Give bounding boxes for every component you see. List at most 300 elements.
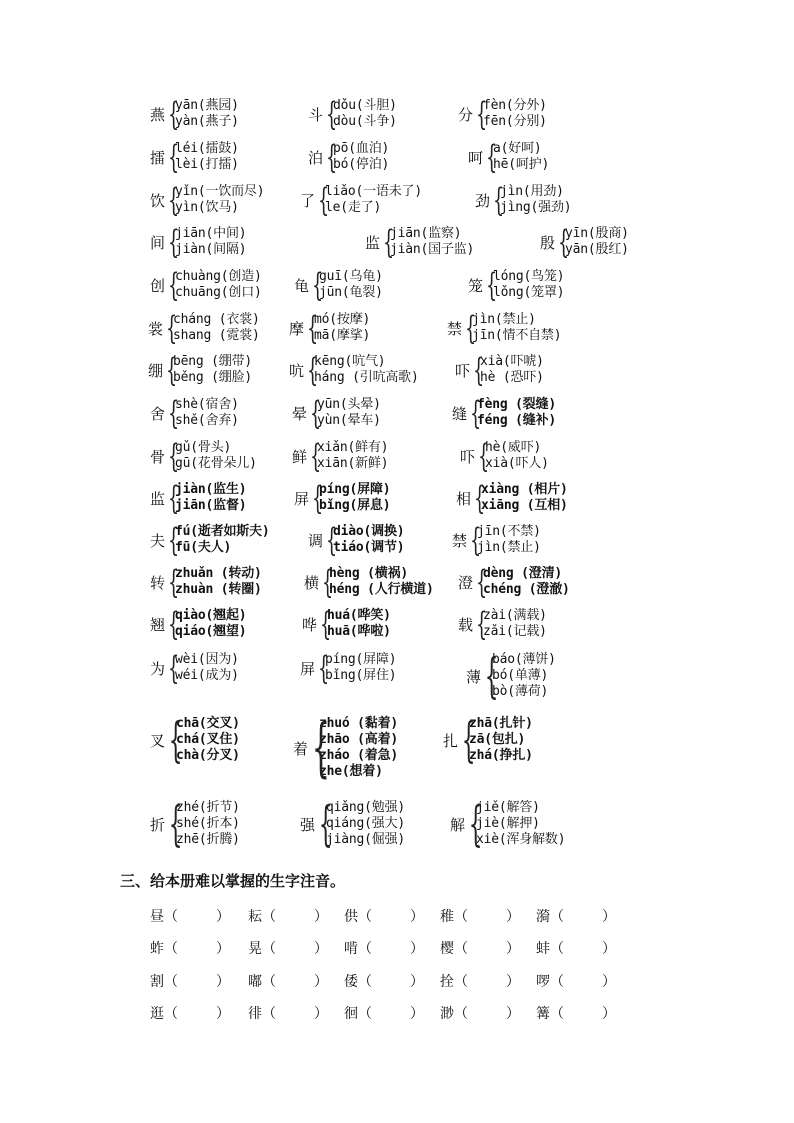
reading-group (176, 800, 240, 848)
brace-glyph: { (326, 521, 338, 559)
brace-glyph: { (166, 309, 178, 347)
brace-glyph: { (168, 223, 180, 261)
paren-close: ） (314, 941, 328, 957)
target-char: 拴 (440, 974, 454, 990)
paren-close: ） (602, 974, 616, 990)
polyphone-entry (300, 796, 406, 852)
brace-glyph: { (470, 521, 482, 559)
brace-glyph: { (461, 712, 476, 768)
brace-glyph: { (322, 563, 334, 601)
target-char: 渺 (440, 1006, 454, 1022)
pinyin-blank-item (248, 1003, 328, 1023)
pinyin-reading: jūn(龟裂) (319, 285, 383, 300)
polyphone-char: 创 (150, 276, 166, 295)
brace-glyph: { (168, 138, 180, 176)
paren-open: （ (358, 909, 372, 925)
paren-open: （ (550, 1006, 564, 1022)
paren-open: （ (164, 941, 178, 957)
polyphone-char: 扎 (443, 731, 459, 750)
target-char: 啃 (344, 941, 358, 957)
pinyin-reading: xiǎn(鲜有) (317, 440, 389, 455)
polyphone-entry (450, 796, 566, 852)
polyphone-char: 龟 (294, 276, 310, 295)
target-char: 樱 (440, 941, 454, 957)
brace-glyph: { (166, 351, 178, 389)
paren-open: （ (358, 1006, 372, 1022)
target-char: 晃 (248, 941, 262, 957)
pinyin-reading: zǎi(记载) (483, 624, 547, 639)
polyphone-entry (468, 138, 550, 176)
brace-glyph: { (310, 437, 322, 475)
reading-group (493, 269, 564, 301)
reading-group (333, 141, 389, 173)
paren-close: ） (314, 909, 328, 925)
brace-glyph: { (493, 181, 505, 219)
reading-group (175, 184, 264, 216)
reading-group (319, 716, 398, 780)
polyphone-char: 薄 (466, 667, 482, 686)
polyphone-char: 了 (300, 191, 316, 210)
pinyin-blank-item (440, 938, 520, 958)
reading-group (500, 184, 571, 216)
pinyin-reading: zhāo (高着) (319, 732, 399, 747)
polyphone-entry (150, 479, 247, 517)
polyphone-entry (150, 437, 257, 475)
fill-row (0, 906, 794, 926)
polyphone-entry (300, 181, 422, 219)
polyphone-entry (540, 223, 629, 261)
brace-glyph: { (326, 138, 338, 176)
pinyin-blank-item (344, 906, 424, 926)
polyphone-char: 相 (456, 489, 472, 508)
reading-group (175, 482, 246, 514)
polyphone-char: 绷 (148, 361, 164, 380)
paren-open: （ (454, 909, 468, 925)
pinyin-reading: bēng (绷带) (173, 354, 253, 369)
paren-open: （ (358, 974, 372, 990)
pinyin-blank-item (440, 971, 520, 991)
brace-glyph: { (168, 521, 180, 559)
pinyin-reading: tiáo(调节) (333, 540, 405, 555)
polyphone-entry (150, 266, 262, 304)
polyphone-entry (150, 138, 239, 176)
polyphone-char: 折 (150, 815, 166, 834)
pinyin-reading: shang (霓裳) (173, 328, 260, 343)
pinyin-reading: chéng (澄澈) (483, 582, 570, 597)
target-char: 嘟 (248, 974, 262, 990)
paren-close: ） (602, 941, 616, 957)
reading-group (173, 312, 260, 344)
pinyin-reading: jìn(禁止) (472, 312, 536, 327)
pinyin-reading: shě(舍弃) (175, 413, 239, 428)
pinyin-blank-item (536, 1003, 616, 1023)
pinyin-reading: kēng(吭气) (314, 354, 386, 369)
brace-glyph: { (168, 437, 180, 475)
target-char: 割 (150, 974, 164, 990)
pinyin-reading: yìn(饮马) (175, 200, 239, 215)
pinyin-reading: le(走了) (325, 200, 382, 215)
target-char: 徘 (248, 1006, 262, 1022)
pinyin-reading: qiào(翘起) (175, 608, 247, 623)
polyphone-char: 泊 (308, 148, 324, 167)
polyphone-entry (302, 605, 391, 643)
pinyin-reading: zhē(折腾) (176, 832, 240, 847)
pinyin-reading: bò(薄荷) (492, 684, 549, 699)
paren-close: ） (410, 909, 424, 925)
brace-glyph: { (326, 95, 338, 133)
paren-close: ） (314, 1006, 328, 1022)
pinyin-reading: mó(按摩) (314, 312, 371, 327)
polyphone-entry (308, 521, 405, 559)
polyphone-char: 哗 (302, 615, 318, 634)
paren-open: （ (164, 974, 178, 990)
polyphone-char: 吭 (289, 361, 305, 380)
brace-glyph: { (168, 649, 180, 687)
pinyin-blank-item (150, 971, 230, 991)
pinyin-reading: zháo (着急) (319, 748, 399, 763)
brace-glyph: { (318, 181, 330, 219)
pinyin-reading: qiáo(翘望) (175, 624, 247, 639)
pinyin-reading: chuāng(创口) (175, 285, 262, 300)
reading-group (477, 397, 556, 429)
polyphone-char: 分 (458, 105, 474, 124)
brace-glyph: { (168, 479, 180, 517)
fill-row (0, 1003, 794, 1023)
pinyin-reading: jìn(用劲) (500, 184, 564, 199)
pinyin-reading: xià(吓唬) (480, 354, 544, 369)
pinyin-reading: qiǎng(勉强) (326, 800, 406, 815)
pinyin-reading: yān(殷红) (565, 242, 629, 257)
pinyin-blank-item (536, 938, 616, 958)
reading-group (325, 184, 422, 216)
polyphone-char: 缝 (452, 404, 468, 423)
pinyin-reading: jiè(解押) (476, 816, 540, 831)
paren-open: （ (262, 941, 276, 957)
reading-group (317, 440, 388, 472)
reading-group (317, 397, 381, 429)
pinyin-reading: wéi(成为) (175, 668, 239, 683)
target-char: 昼 (150, 909, 164, 925)
reading-group (176, 716, 240, 764)
paren-close: ） (410, 1006, 424, 1022)
pinyin-reading: a(好呵) (493, 141, 542, 156)
pinyin-reading: yūn(头晕) (317, 397, 381, 412)
brace-glyph: { (318, 796, 333, 852)
pinyin-reading: běng (绷脸) (173, 370, 253, 385)
polyphone-entry (150, 712, 240, 768)
target-char: 啰 (536, 974, 550, 990)
polyphone-char: 载 (458, 615, 474, 634)
polyphone-entry (292, 437, 389, 475)
pinyin-reading: hè (恐吓) (480, 370, 544, 385)
brace-glyph: { (470, 394, 482, 432)
pinyin-reading: diào(调换) (333, 524, 405, 539)
pinyin-reading: xiàng (相片) (481, 482, 568, 497)
paren-close: ） (506, 941, 520, 957)
reading-group (565, 226, 629, 258)
polyphone-entry (458, 605, 547, 643)
polyphone-char: 调 (308, 531, 324, 550)
pinyin-reading: hèng (横祸) (329, 566, 409, 581)
reading-group (175, 226, 246, 258)
pinyin-blank-item (536, 906, 616, 926)
reading-group (477, 524, 541, 556)
pinyin-reading: bǐng(屏息) (319, 498, 391, 513)
pinyin-reading: jiàn(国子监) (390, 242, 475, 257)
paren-close: ） (506, 974, 520, 990)
pinyin-reading: jīn(情不自禁) (472, 328, 562, 343)
pinyin-reading: xià(吓人) (485, 456, 549, 471)
reading-group (314, 354, 419, 386)
pinyin-reading: jìn(禁止) (477, 540, 541, 555)
target-char: 耘 (248, 909, 262, 925)
reading-group (480, 354, 544, 386)
polyphone-entry (150, 649, 239, 687)
polyphone-entry (452, 521, 541, 559)
paren-close: ） (410, 974, 424, 990)
target-char: 蚱 (150, 941, 164, 957)
brace-glyph: { (474, 479, 486, 517)
reading-group (175, 608, 246, 640)
polyphone-char: 监 (365, 233, 381, 252)
polyphone-char: 横 (304, 573, 320, 592)
pinyin-reading: yàn(燕子) (175, 114, 239, 129)
brace-glyph: { (307, 309, 319, 347)
paren-close: ） (410, 941, 424, 957)
polyphone-entry (447, 309, 562, 347)
target-char: 逛 (150, 1006, 164, 1022)
target-char: 蚌 (536, 941, 550, 957)
pinyin-reading: léi(擂鼓) (175, 141, 239, 156)
pinyin-blank-item (248, 971, 328, 991)
pinyin-blank-item (248, 938, 328, 958)
polyphone-char: 擂 (150, 148, 166, 167)
reading-group (472, 312, 561, 344)
reading-group (485, 440, 549, 472)
pinyin-reading: báo(薄饼) (492, 652, 556, 667)
pinyin-reading: chuàng(创造) (175, 269, 262, 284)
brace-glyph: { (168, 712, 183, 768)
reading-group (333, 98, 397, 130)
polyphone-entry (148, 309, 260, 347)
paren-open: （ (164, 909, 178, 925)
reading-group (492, 652, 556, 700)
brace-glyph: { (473, 351, 485, 389)
pinyin-reading: wèi(因为) (175, 652, 239, 667)
polyphone-entry (460, 437, 549, 475)
pinyin-reading: háng (引吭高歌) (314, 370, 419, 385)
polyphone-char: 笼 (468, 276, 484, 295)
polyphone-entry (293, 711, 399, 785)
reading-group (175, 397, 239, 429)
polyphone-char: 翘 (150, 615, 166, 634)
pinyin-reading: zhuó (黏着) (319, 716, 399, 731)
reading-group (175, 141, 239, 173)
polyphone-entry (475, 181, 572, 219)
polyphone-entry (150, 181, 265, 219)
pinyin-reading: dòu(斗争) (333, 114, 397, 129)
target-char: 漪 (536, 909, 550, 925)
pinyin-reading: lǒng(笼罩) (493, 285, 565, 300)
pinyin-reading: jiàn(间隔) (175, 242, 247, 257)
reading-group (483, 566, 570, 598)
polyphone-entry (304, 563, 434, 601)
fill-row (0, 971, 794, 991)
paren-open: （ (262, 909, 276, 925)
brace-glyph: { (468, 796, 483, 852)
polyphone-entry (289, 309, 371, 347)
polyphone-char: 屏 (300, 659, 316, 678)
reading-group (319, 269, 383, 301)
reading-group (325, 652, 396, 684)
polyphone-char: 劲 (475, 191, 491, 210)
polyphone-entry (150, 95, 239, 133)
reading-group (175, 440, 257, 472)
pinyin-reading: chā(交叉) (176, 716, 240, 731)
paren-open: （ (262, 1006, 276, 1022)
pinyin-reading: huā(哗啦) (327, 624, 391, 639)
reading-group (175, 98, 239, 130)
polyphone-entry (466, 648, 556, 704)
pinyin-reading: pō(血泊) (333, 141, 390, 156)
pinyin-reading: jiān(中间) (175, 226, 247, 241)
brace-glyph: { (558, 223, 570, 261)
reading-group (175, 524, 270, 556)
pinyin-reading: zhe(想着) (319, 764, 383, 779)
polyphone-entry (148, 351, 253, 389)
paren-close: ） (506, 1006, 520, 1022)
pinyin-reading: lèi(打擂) (175, 157, 239, 172)
polyphone-entry (150, 796, 240, 852)
polyphone-entry (294, 266, 383, 304)
pinyin-reading: chà(分叉) (176, 748, 240, 763)
pinyin-reading: píng(屏障) (319, 482, 391, 497)
polyphone-char: 晕 (292, 404, 308, 423)
polyphone-char: 屏 (294, 489, 310, 508)
polyphone-char: 监 (150, 489, 166, 508)
brace-glyph: { (312, 266, 324, 304)
paren-close: ） (216, 941, 230, 957)
polyphone-char: 为 (150, 659, 166, 678)
reading-group (493, 141, 549, 173)
brace-glyph: { (478, 437, 490, 475)
polyphone-entry (294, 479, 391, 517)
polyphone-entry (289, 351, 419, 389)
polyphone-entry (458, 95, 547, 133)
brace-glyph: { (311, 711, 331, 785)
brace-glyph: { (168, 266, 180, 304)
polyphone-entry (443, 712, 533, 768)
polyphone-char: 呵 (468, 148, 484, 167)
brace-glyph: { (486, 266, 498, 304)
brace-glyph: { (465, 309, 477, 347)
brace-glyph: { (168, 563, 180, 601)
pinyin-reading: fēn(分别) (483, 114, 547, 129)
brace-glyph: { (307, 351, 319, 389)
pinyin-reading: zhuàn (转圈) (175, 582, 262, 597)
pinyin-blank-item (150, 906, 230, 926)
pinyin-reading: bó(停泊) (333, 157, 390, 172)
polyphone-entry (365, 223, 475, 261)
polyphone-entry (455, 351, 544, 389)
pinyin-reading: jīn(不禁) (477, 524, 541, 539)
paren-open: （ (550, 974, 564, 990)
paren-close: ） (602, 909, 616, 925)
pinyin-reading: lóng(鸟笼) (493, 269, 565, 284)
polyphone-entry (468, 266, 565, 304)
paren-open: （ (454, 1006, 468, 1022)
target-char: 篝 (536, 1006, 550, 1022)
brace-glyph: { (168, 605, 180, 643)
brace-glyph: { (168, 796, 183, 852)
pinyin-reading: fū(夫人) (175, 540, 232, 555)
brace-glyph: { (318, 649, 330, 687)
brace-glyph: { (476, 605, 488, 643)
polyphone-char: 吓 (460, 447, 476, 466)
pinyin-reading: zhé(折节) (176, 800, 240, 815)
pinyin-reading: xiāng (互相) (481, 498, 568, 513)
pinyin-reading: qiáng(强大) (326, 816, 406, 831)
pinyin-blank-item (536, 971, 616, 991)
section-3-title: 三、给本册难以掌握的生字注音。 (120, 872, 346, 890)
brace-glyph: { (383, 223, 395, 261)
reading-group (476, 800, 565, 848)
paren-close: ） (216, 974, 230, 990)
pinyin-reading: zài(满载) (483, 608, 547, 623)
brace-glyph: { (312, 479, 324, 517)
polyphone-entry (458, 563, 570, 601)
polyphone-char: 间 (150, 233, 166, 252)
pinyin-reading: xiè(浑身解数) (476, 832, 566, 847)
pinyin-reading: guī(乌龟) (319, 269, 383, 284)
paren-close: ） (506, 909, 520, 925)
polyphone-char: 解 (450, 815, 466, 834)
pinyin-reading: mā(摩挲) (314, 328, 371, 343)
pinyin-blank-item (150, 938, 230, 958)
brace-glyph: { (168, 95, 180, 133)
polyphone-entry (150, 605, 247, 643)
pinyin-reading: fèn(分外) (483, 98, 547, 113)
brace-glyph: { (484, 648, 499, 704)
pinyin-reading: shé(折本) (176, 816, 240, 831)
fill-row (0, 938, 794, 958)
pinyin-reading: huá(哗笑) (327, 608, 391, 623)
pinyin-reading: fú(逝者如斯夫) (175, 524, 270, 539)
pinyin-reading: jiān(监察) (390, 226, 462, 241)
reading-group (333, 524, 404, 556)
reading-group (483, 98, 547, 130)
polyphone-char: 摩 (289, 319, 305, 338)
reading-group (483, 608, 547, 640)
paren-close: ） (602, 1006, 616, 1022)
paren-close: ） (314, 974, 328, 990)
pinyin-blank-item (344, 938, 424, 958)
pinyin-reading: bǐng(屏住) (325, 668, 397, 683)
pinyin-reading: yǐn(一饮而尽) (175, 184, 265, 199)
pinyin-reading: gū(花骨朵儿) (175, 456, 257, 471)
pinyin-reading: hè(威吓) (485, 440, 542, 455)
polyphone-entry (150, 563, 262, 601)
pinyin-reading: dèng (澄清) (483, 566, 563, 581)
target-char: 徊 (344, 1006, 358, 1022)
polyphone-char: 禁 (447, 319, 463, 338)
reading-group (327, 608, 391, 640)
pinyin-reading: hē(呵护) (493, 157, 550, 172)
polyphone-char: 骨 (150, 447, 166, 466)
pinyin-reading: jiě(解答) (476, 800, 540, 815)
brace-glyph: { (476, 95, 488, 133)
target-char: 稚 (440, 909, 454, 925)
